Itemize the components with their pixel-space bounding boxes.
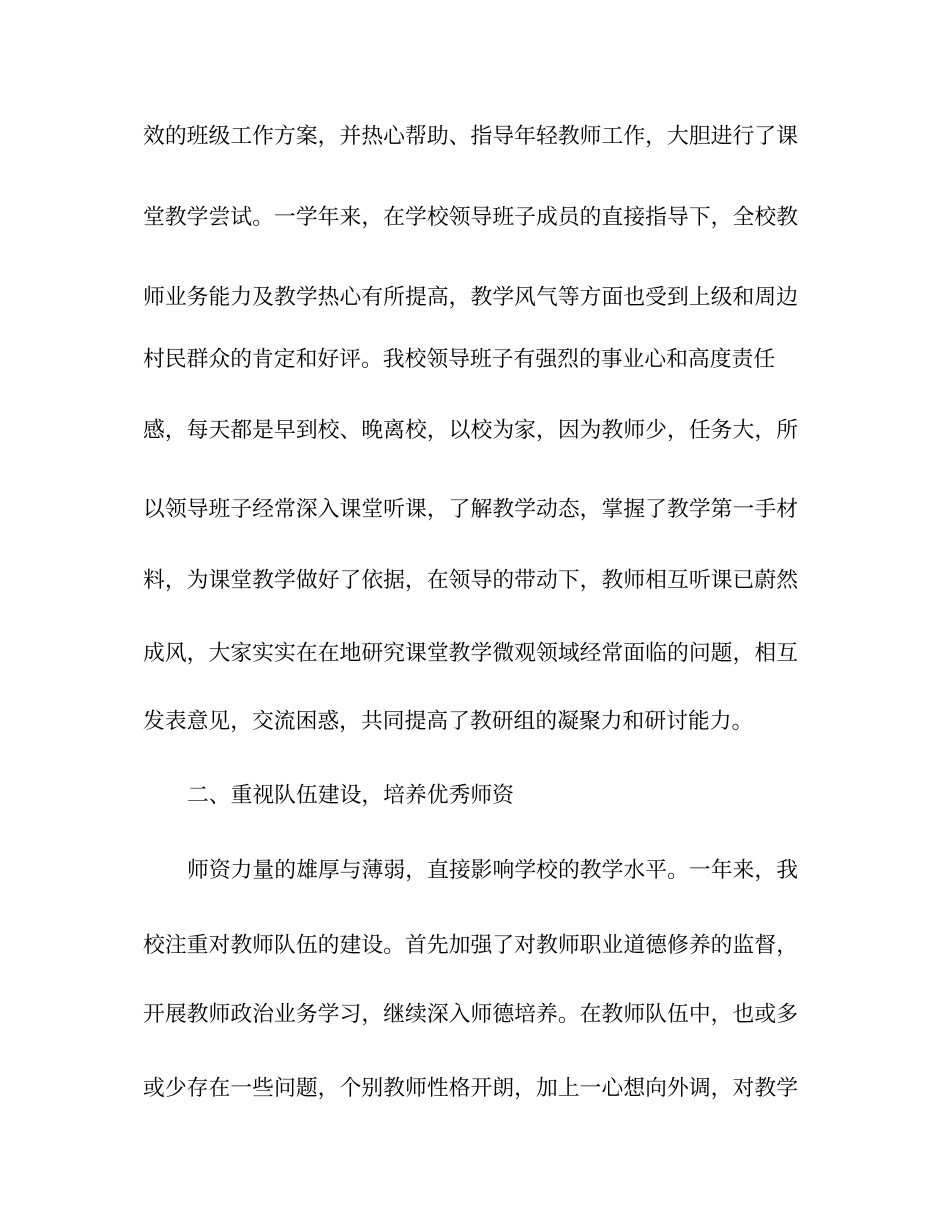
paragraph-line: 师资力量的雄厚与薄弱，直接影响学校的教学水平。一年来，我 [187,858,798,883]
paragraph-line: 效的班级工作方案，并热心帮助、指导年轻教师工作，大胆进行了课 [143,124,798,149]
paragraph-line: 发表意见，交流困惑，共同提高了教研组的凝聚力和研讨能力。 [143,709,754,734]
section-heading: 二、重视队伍建设，培养优秀师资 [187,783,514,808]
paragraph-line: 村民群众的肯定和好评。我校领导班子有强烈的事业心和高度责任 [143,347,776,372]
paragraph-line: 感，每天都是早到校、晚离校，以校为家，因为教师少，任务大，所 [143,418,798,443]
paragraph-line: 师业务能力及教学热心有所提高，教学风气等方面也受到上级和周边 [143,285,798,310]
paragraph-line: 校注重对教师队伍的建设。首先加强了对教师职业道德修养的监督， [143,933,798,958]
paragraph-line: 以领导班子经常深入课堂听课，了解教学动态，掌握了教学第一手材 [143,497,798,522]
paragraph-line: 堂教学尝试。一学年来，在学校领导班子成员的直接指导下，全校教 [143,205,798,230]
paragraph-line: 开展教师政治业务学习，继续深入师德培养。在教师队伍中，也或多 [143,1002,798,1027]
paragraph-line: 或少存在一些问题，个别教师性格开朗，加上一心想向外调，对教学 [143,1076,798,1101]
paragraph-line: 料，为课堂教学做好了依据，在领导的带动下，教师相互听课已蔚然 [143,568,798,593]
paragraph-line: 成风，大家实实在在地研究课堂教学微观领域经常面临的问题，相互 [143,641,798,666]
